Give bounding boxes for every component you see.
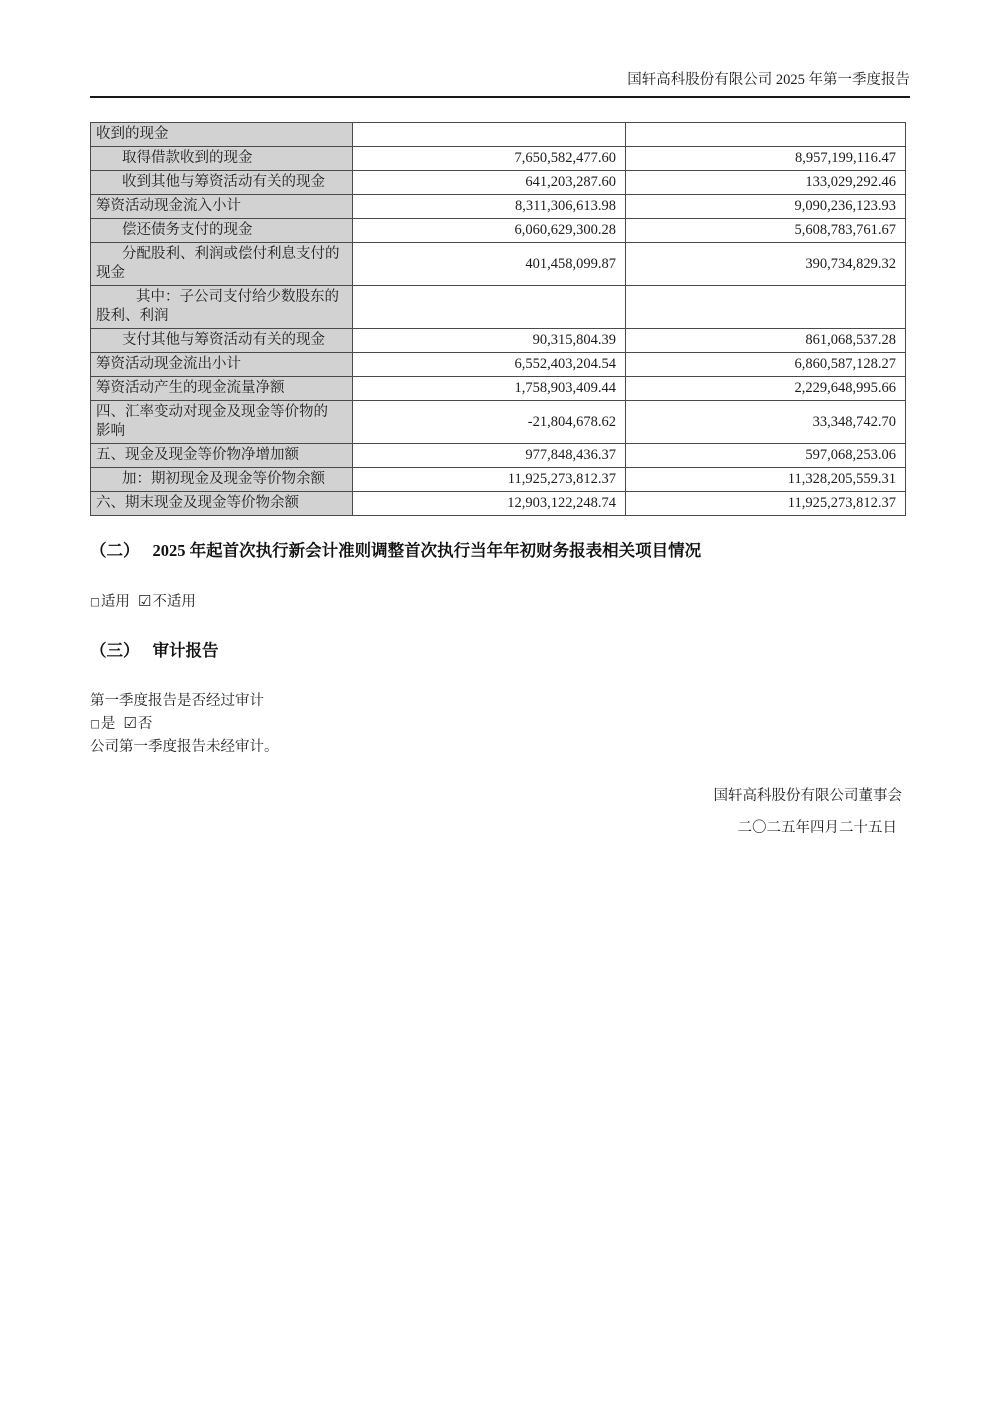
signature-block (90, 783, 910, 847)
section-heading-audit-report (90, 640, 910, 662)
current-period-amount-cell: 401,458,099.87 (353, 243, 626, 286)
audit-question: 第一季度报告是否经过审计 (90, 693, 264, 709)
row-label-cell: 偿还债务支付的现金 (91, 219, 353, 243)
cashflow-table-body (91, 123, 906, 516)
current-period-amount-cell: 12,903,122,248.74 (353, 492, 626, 516)
prior-period-amount-cell: 133,029,292.46 (626, 171, 906, 195)
current-period-amount-cell: 6,552,403,204.54 (353, 353, 626, 377)
current-period-amount-cell (353, 286, 626, 329)
applicability-options (90, 592, 910, 613)
table-row (91, 468, 906, 492)
checkbox-unchecked-icon: □ (90, 718, 100, 730)
table-row (91, 377, 906, 401)
current-period-amount-cell: 11,925,273,812.37 (353, 468, 626, 492)
table-row (91, 492, 906, 516)
row-label-cell: 五、现金及现金等价物净增加额 (91, 444, 353, 468)
current-period-amount-cell: 6,060,629,300.28 (353, 219, 626, 243)
table-row (91, 171, 906, 195)
signature-company: 国轩高科股份有限公司董事会 (713, 788, 902, 804)
signature-date: 二〇二五年四月二十五日 (737, 820, 897, 836)
current-period-amount-cell: 90,315,804.39 (353, 329, 626, 353)
section-title: 2025 年起首次执行新会计准则调整首次执行当年年初财务报表相关项目情况 (152, 541, 702, 560)
prior-period-amount-cell (626, 123, 906, 147)
table-row (91, 329, 906, 353)
checkbox-checked-icon: ☑ (123, 714, 137, 732)
row-label-cell: 加：期初现金及现金等价物余额 (91, 468, 353, 492)
cashflow-table (90, 122, 906, 516)
table-row (91, 444, 906, 468)
row-label-cell: 收到其他与筹资活动有关的现金 (91, 171, 353, 195)
audit-block (90, 689, 910, 760)
prior-period-amount-cell: 2,229,648,995.66 (626, 377, 906, 401)
table-row (91, 147, 906, 171)
checkbox-unchecked-icon: □ (90, 596, 100, 608)
table-row (91, 195, 906, 219)
page-header-title: 国轩高科股份有限公司 2025 年第一季度报告 (627, 72, 910, 88)
option-label-not-applicable: 不适用 (152, 594, 196, 610)
page-header (90, 0, 910, 98)
row-label-cell: 筹资活动现金流出小计 (91, 353, 353, 377)
audit-options (90, 714, 910, 735)
prior-period-amount-cell: 5,608,783,761.67 (626, 219, 906, 243)
table-row (91, 219, 906, 243)
row-label-cell: 收到的现金 (91, 123, 353, 147)
current-period-amount-cell: 977,848,436.37 (353, 444, 626, 468)
row-label-cell: 支付其他与筹资活动有关的现金 (91, 329, 353, 353)
section-heading-new-accounting-standards (90, 540, 910, 562)
row-label-cell: 分配股利、利润或偿付利息支付的现金 (91, 243, 353, 286)
section-number: （二） (90, 541, 140, 560)
row-label-cell: 筹资活动产生的现金流量净额 (91, 377, 353, 401)
section-number: （三） (90, 641, 140, 660)
current-period-amount-cell (353, 123, 626, 147)
table-row (91, 123, 906, 147)
current-period-amount-cell: 1,758,903,409.44 (353, 377, 626, 401)
current-period-amount-cell: 641,203,287.60 (353, 171, 626, 195)
prior-period-amount-cell: 11,925,273,812.37 (626, 492, 906, 516)
prior-period-amount-cell: 33,348,742.70 (626, 401, 906, 444)
table-row (91, 286, 906, 329)
current-period-amount-cell: 7,650,582,477.60 (353, 147, 626, 171)
row-label-cell: 其中：子公司支付给少数股东的股利、利润 (91, 286, 353, 329)
prior-period-amount-cell: 9,090,236,123.93 (626, 195, 906, 219)
audit-statement: 公司第一季度报告未经审计。 (90, 739, 279, 755)
prior-period-amount-cell: 390,734,829.32 (626, 243, 906, 286)
row-label-cell: 筹资活动现金流入小计 (91, 195, 353, 219)
prior-period-amount-cell: 11,328,205,559.31 (626, 468, 906, 492)
prior-period-amount-cell (626, 286, 906, 329)
prior-period-amount-cell: 6,860,587,128.27 (626, 353, 906, 377)
table-row (91, 353, 906, 377)
row-label-cell: 六、期末现金及现金等价物余额 (91, 492, 353, 516)
option-label-yes: 是 (100, 716, 116, 732)
row-label-cell: 四、汇率变动对现金及现金等价物的影响 (91, 401, 353, 444)
option-label-applicable: 适用 (100, 594, 130, 610)
section-title: 审计报告 (152, 641, 219, 660)
option-label-no: 否 (137, 716, 153, 732)
current-period-amount-cell: 8,311,306,613.98 (353, 195, 626, 219)
current-period-amount-cell: -21,804,678.62 (353, 401, 626, 444)
checkbox-checked-icon: ☑ (137, 592, 152, 610)
table-row (91, 401, 906, 444)
table-row (91, 243, 906, 286)
prior-period-amount-cell: 8,957,199,116.47 (626, 147, 906, 171)
prior-period-amount-cell: 861,068,537.28 (626, 329, 906, 353)
row-label-cell: 取得借款收到的现金 (91, 147, 353, 171)
prior-period-amount-cell: 597,068,253.06 (626, 444, 906, 468)
